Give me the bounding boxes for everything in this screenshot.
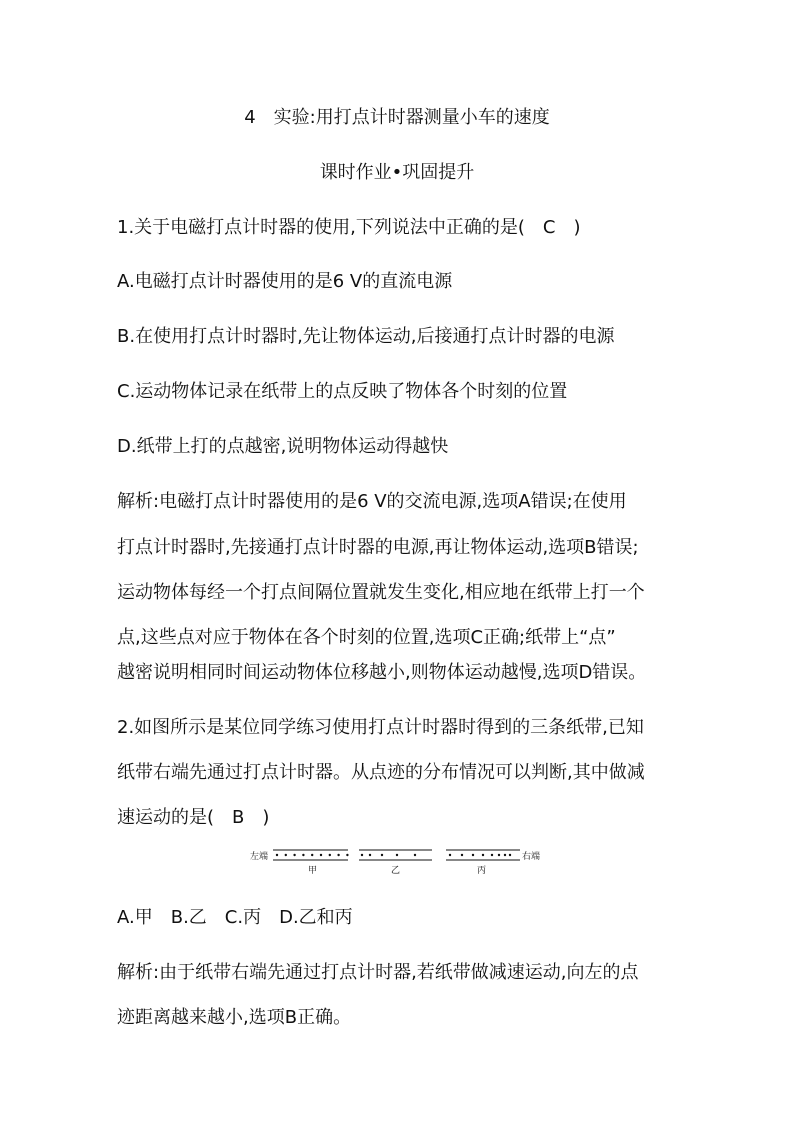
tape-2-dot-2 <box>472 854 474 856</box>
tape-2-dot-3 <box>482 854 484 856</box>
tape-2-dot-0 <box>449 854 451 856</box>
tape-0-dot-2 <box>293 854 295 856</box>
question-2-analysis-line-2: 迹距离越来越小,选项B正确。 <box>117 1007 352 1028</box>
tape-label-jia: 甲 <box>308 866 318 876</box>
question-1-option-c: C.运动物体记录在纸带上的点反映了物体各个时刻的位置 <box>117 381 568 402</box>
question-1-stem: 1.关于电磁打点计时器的使用,下列说法中正确的是( C ) <box>117 217 581 238</box>
question-1-analysis-line-5: 越密说明相同时间运动物体位移越小,则物体运动越慢,选项D错误。 <box>117 662 647 683</box>
right-end-label: 右端 <box>522 852 541 862</box>
tape-1-dot-2 <box>381 854 383 856</box>
question-1-analysis-line-2: 打点计时器时,先接通打点计时器的电源,再让物体运动,选项B错误; <box>117 537 639 558</box>
tape-0-dot-0 <box>276 854 278 856</box>
tape-2-dot-1 <box>461 854 463 856</box>
question-2-stem-line-2: 纸带右端先通过打点计时器。从点迹的分布情况可以判断,其中做减 <box>117 762 645 783</box>
tape-1-dot-0 <box>361 854 363 856</box>
tape-yi <box>359 850 432 876</box>
tape-0-dot-4 <box>311 854 313 856</box>
tape-0-dot-3 <box>302 854 304 856</box>
document-title: 4 实验:用打点计时器测量小车的速度 <box>244 107 550 128</box>
question-2-stem-line-1: 2.如图所示是某位同学练习使用打点计时器时得到的三条纸带,已知 <box>117 717 644 738</box>
tape-1-dot-4 <box>414 854 416 856</box>
question-2-options: A.甲 B.乙 C.丙 D.乙和丙 <box>117 907 353 928</box>
question-2-stem-line-3: 速运动的是( B ) <box>117 807 270 828</box>
question-1-analysis-line-1: 解析:电磁打点计时器使用的是6 V的交流电源,选项A错误;在使用 <box>117 491 627 512</box>
tape-label-bing: 丙 <box>477 866 487 876</box>
paper-tape-diagram <box>240 842 560 882</box>
tape-1-dot-3 <box>396 854 398 856</box>
question-1-option-a: A.电磁打点计时器使用的是6 V的直流电源 <box>117 271 453 292</box>
tape-2-dot-4 <box>491 854 493 856</box>
tape-label-yi: 乙 <box>391 866 401 876</box>
left-end-label: 左端 <box>250 852 269 862</box>
tape-0-dot-8 <box>346 854 348 856</box>
tape-0-dot-7 <box>337 854 339 856</box>
tape-2-dot-5 <box>498 854 500 856</box>
question-1-option-b: B.在使用打点计时器时,先让物体运动,后接通打点计时器的电源 <box>117 326 615 347</box>
question-1-analysis-line-4: 点,这些点对应于物体在各个时刻的位置,选项C正确;纸带上“点” <box>117 627 616 648</box>
tape-0-dot-5 <box>320 854 322 856</box>
tape-2-dot-7 <box>509 854 511 856</box>
document-subtitle: 课时作业•巩固提升 <box>319 162 475 183</box>
tape-1-dot-1 <box>369 854 371 856</box>
tape-bing <box>446 850 520 876</box>
question-2-analysis-line-1: 解析:由于纸带右端先通过打点计时器,若纸带做减速运动,向左的点 <box>117 962 639 983</box>
tape-0-dot-6 <box>329 854 331 856</box>
tape-0-dot-1 <box>285 854 287 856</box>
paper-tape-figure <box>240 842 560 882</box>
tape-jia <box>273 850 349 876</box>
tape-2-dot-6 <box>504 854 506 856</box>
question-1-analysis-line-3: 运动物体每经一个打点间隔位置就发生变化,相应地在纸带上打一个 <box>117 582 645 603</box>
question-1-option-d: D.纸带上打的点越密,说明物体运动得越快 <box>117 436 449 457</box>
